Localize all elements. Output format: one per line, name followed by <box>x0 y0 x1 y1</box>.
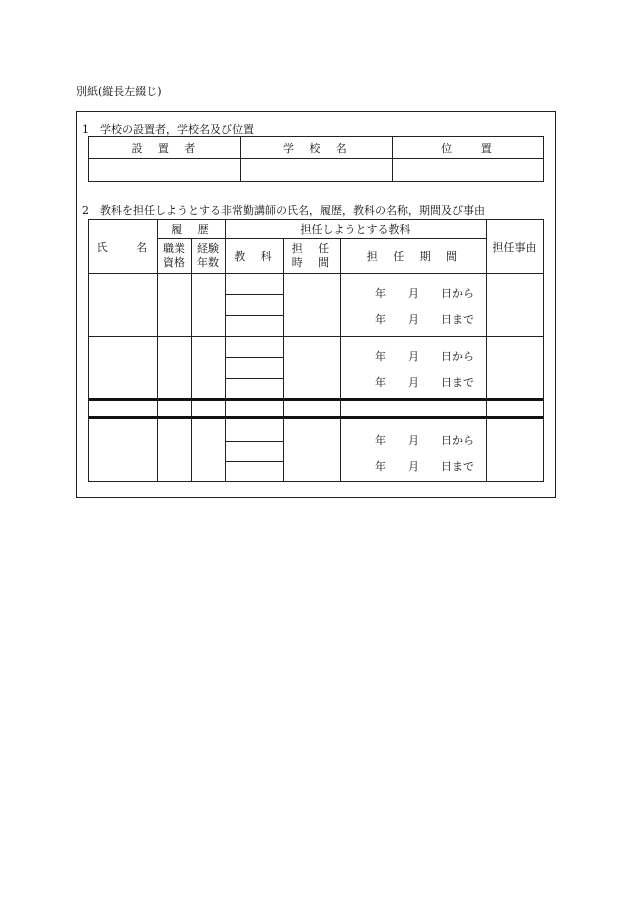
school-name-header: 学 校 名 <box>240 137 392 159</box>
subject-header: 教 科 <box>234 249 274 263</box>
lecturer-table <box>88 219 544 482</box>
history-header: 履 歴 <box>171 223 211 236</box>
job-qualification-header: 職業 資格 <box>163 241 185 269</box>
location-header: 位 置 <box>392 137 543 159</box>
attachment-note: 別紙(縦長左綴じ) <box>76 85 162 98</box>
subject-group-header: 担任しようとする教科 <box>300 223 411 236</box>
founder-cell[interactable] <box>89 159 240 181</box>
name-header: 氏 名 <box>96 240 150 254</box>
location-cell[interactable] <box>393 159 543 181</box>
period-to: 年 月 日まで <box>375 313 474 326</box>
section2-title: 2 教科を担任しようとする非常勤講師の氏名，履歴，教科の名称，期間及び事由 <box>82 204 485 217</box>
period-header: 担 任 期 間 <box>366 249 460 263</box>
period-from: 年 月 日から <box>375 434 474 447</box>
period-to: 年 月 日まで <box>375 460 474 473</box>
period-to: 年 月 日まで <box>375 376 474 389</box>
founder-header: 設 置 者 <box>89 137 240 159</box>
section1-title: 1 学校の設置者，学校名及び位置 <box>82 123 254 136</box>
period-from: 年 月 日から <box>375 350 474 363</box>
reason-header: 担任事由 <box>492 240 537 254</box>
period-from: 年 月 日から <box>375 287 474 300</box>
school-info-table <box>88 136 544 182</box>
school-name-cell[interactable] <box>241 159 392 181</box>
experience-years-header: 経験 年数 <box>197 241 219 269</box>
hours-header: 担 任 時 間 <box>291 241 332 269</box>
